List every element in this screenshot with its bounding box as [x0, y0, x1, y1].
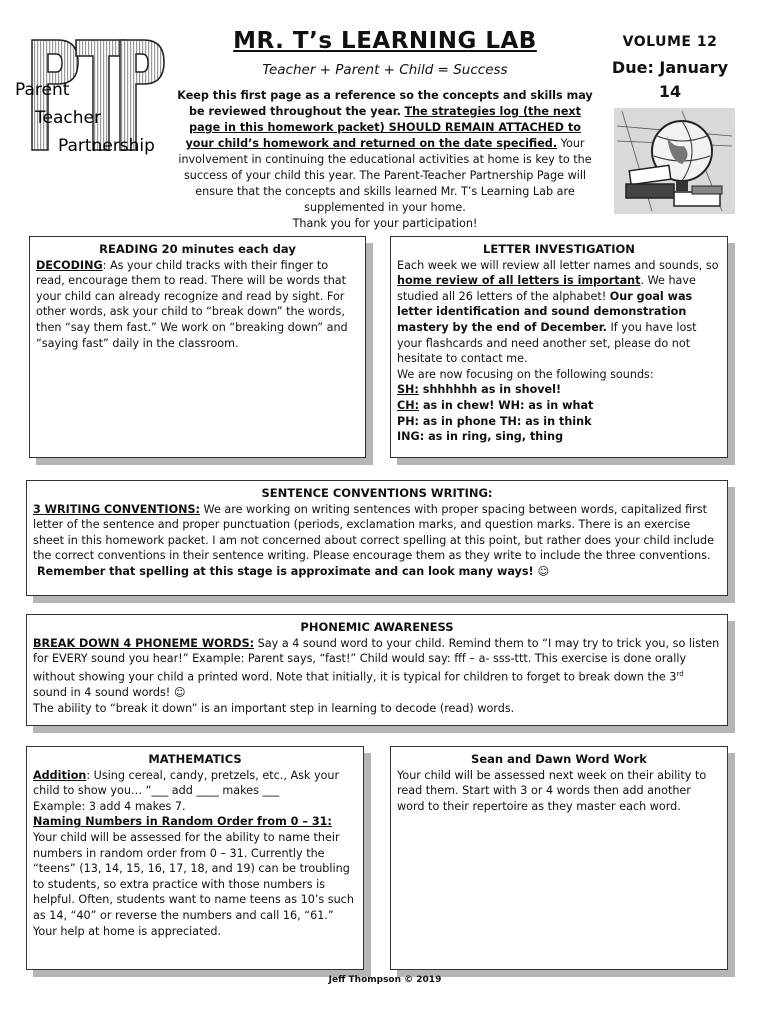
- ch-label: CH:: [397, 398, 420, 412]
- letter-text-4: We are now focusing on the following sounds:: [397, 367, 654, 381]
- math-box: [26, 746, 364, 970]
- phonemic-text-3: The ability to “break it down” is an important step in learning to decode (read) words.: [33, 701, 515, 715]
- intro-thanks: Thank you for your participation!: [292, 217, 478, 230]
- due-date: Due: January 14: [611, 58, 729, 101]
- phonemic-title: PHONEMIC AWARENESS: [300, 620, 454, 634]
- ph-text: PH: as in phone TH: as in think: [397, 414, 592, 428]
- subtitle: Teacher + Parent + Child = Success: [262, 62, 508, 78]
- intro-bold: Keep this first page as a reference so the concepts and skills may be reviewed throughout the year.: [177, 89, 593, 118]
- sentence-box: [26, 480, 728, 596]
- sentence-title: SENTENCE CONVENTIONS WRITING:: [261, 486, 493, 500]
- math-title: MATHEMATICS: [148, 752, 242, 766]
- letter-goal: Our goal was letter identification and sound demonstration mastery by the end of December.: [397, 289, 693, 334]
- ch-text: as in chew! WH: as in what: [419, 398, 594, 412]
- phonemic-text-2: sound in 4 sound words! ☺: [33, 686, 186, 700]
- intro-text: [175, 88, 595, 232]
- reading-text: : As your child tracks with their finger to read, encourage them to read. There will be words that your child can already recognize and read by sight. For other words, ask your child to “break down” the words, then “say them fast.” We work on “breaking down” and “saying fast” daily in the classroom.: [36, 258, 348, 350]
- intro-underlined: The strategies log (the next page in this homework packet) SHOULD REMAIN ATTACHED to your child’s homework and returned on the date specified.: [185, 105, 581, 150]
- reading-box: [29, 236, 366, 458]
- letter-text-underlined: home review of all letters is important: [397, 274, 641, 288]
- naming-label: Naming Numbers in Random Order from 0 – 31:: [33, 815, 332, 829]
- logo-partnership: Partnership: [58, 136, 155, 156]
- letter-text-1: Each week we will review all letter names and sounds, so: [397, 258, 719, 272]
- page-title: MR. T’s LEARNING LAB: [233, 28, 537, 54]
- sh-text: shhhhhh as in shovel!: [418, 383, 562, 397]
- addition-example: Example: 3 add 4 makes 7.: [33, 799, 186, 813]
- phonemic-label: BREAK DOWN 4 PHONEME WORDS:: [33, 636, 255, 650]
- letter-text-3: If you have lost your flashcards and need another set, please do not hesitate to contact me.: [397, 320, 697, 366]
- sentence-text: We are working on writing sentences with proper spacing between words, capitalized first letter of the sentence and proper punctuation (periods, exclamation marks, and question marks. There is an exercise sheet in this homework packet. I am not concerned about correct spelling at this point, but rather does your child include the correct conventions in their sentence writing. Please encourage them as they write to include the three conventions.: [33, 502, 715, 563]
- phonemic-text: Say a 4 sound word to your child. Remind them to “I may try to trick you, so listen for EVERY sound you hear!” Example: Parent says, “fast!” Child would say: fff – a- sss-ttt. This exercise is done orally without showing your child a printed word. Note that initially, it is typical for children to forget to break down the 3: [33, 636, 720, 684]
- letter-box: [390, 236, 728, 458]
- logo-teacher: Teacher: [35, 108, 101, 128]
- sh-label: SH:: [397, 383, 419, 397]
- naming-text: Your child will be assessed for the ability to name their numbers in random order from 0 – 31. Currently the “teens” (13, 14, 15, 16, 17, 18, and 19) can be troubling to students, so extra practice with those numbers is helpful. Often, students want to name teens as 10’s such as 14, “40” or reverse the numbers and call 16, “61.” Your help at home is appreciated.: [33, 830, 354, 938]
- letter-text-2: . We have studied all 26 letters of the alphabet!: [397, 274, 696, 303]
- decoding-label: DECODING: [36, 258, 103, 272]
- word-work-text: Your child will be assessed next week on their ability to read them. Start with 3 or 4 words then add another word to their repertoire as they master each word.: [397, 768, 707, 813]
- globe-books-illustration: [612, 106, 737, 216]
- volume-label: VOLUME 12: [622, 34, 718, 50]
- ing-text: ING: as in ring, sing, thing: [397, 430, 564, 444]
- addition-label: Addition: [33, 768, 87, 782]
- logo-parent: Parent: [15, 80, 70, 100]
- sentence-label: 3 WRITING CONVENTIONS:: [33, 502, 200, 516]
- phonemic-box: [26, 614, 728, 726]
- reading-title: READING 20 minutes each day: [99, 242, 296, 256]
- addition-text: : Using cereal, candy, pretzels, etc., Ask your child to show you… “___ add ____ makes ___: [33, 768, 340, 798]
- sentence-bold-end: Remember that spelling at this stage is approximate and can look many ways! ☺: [37, 564, 550, 578]
- word-work-title: Sean and Dawn Word Work: [471, 752, 647, 766]
- intro-rest: Your involvement in continuing the educational activities at home is key to the success of your child this year. The Parent-Teacher Partnership Page will ensure that the concepts and skills learned Mr. T’s Learning Lab are supplemented in your home.: [178, 137, 592, 214]
- footer-copyright: Jeff Thompson © 2019: [328, 975, 442, 985]
- word-work-box: [390, 746, 728, 970]
- letter-title: LETTER INVESTIGATION: [483, 242, 635, 256]
- phonemic-sup: rd: [676, 669, 684, 678]
